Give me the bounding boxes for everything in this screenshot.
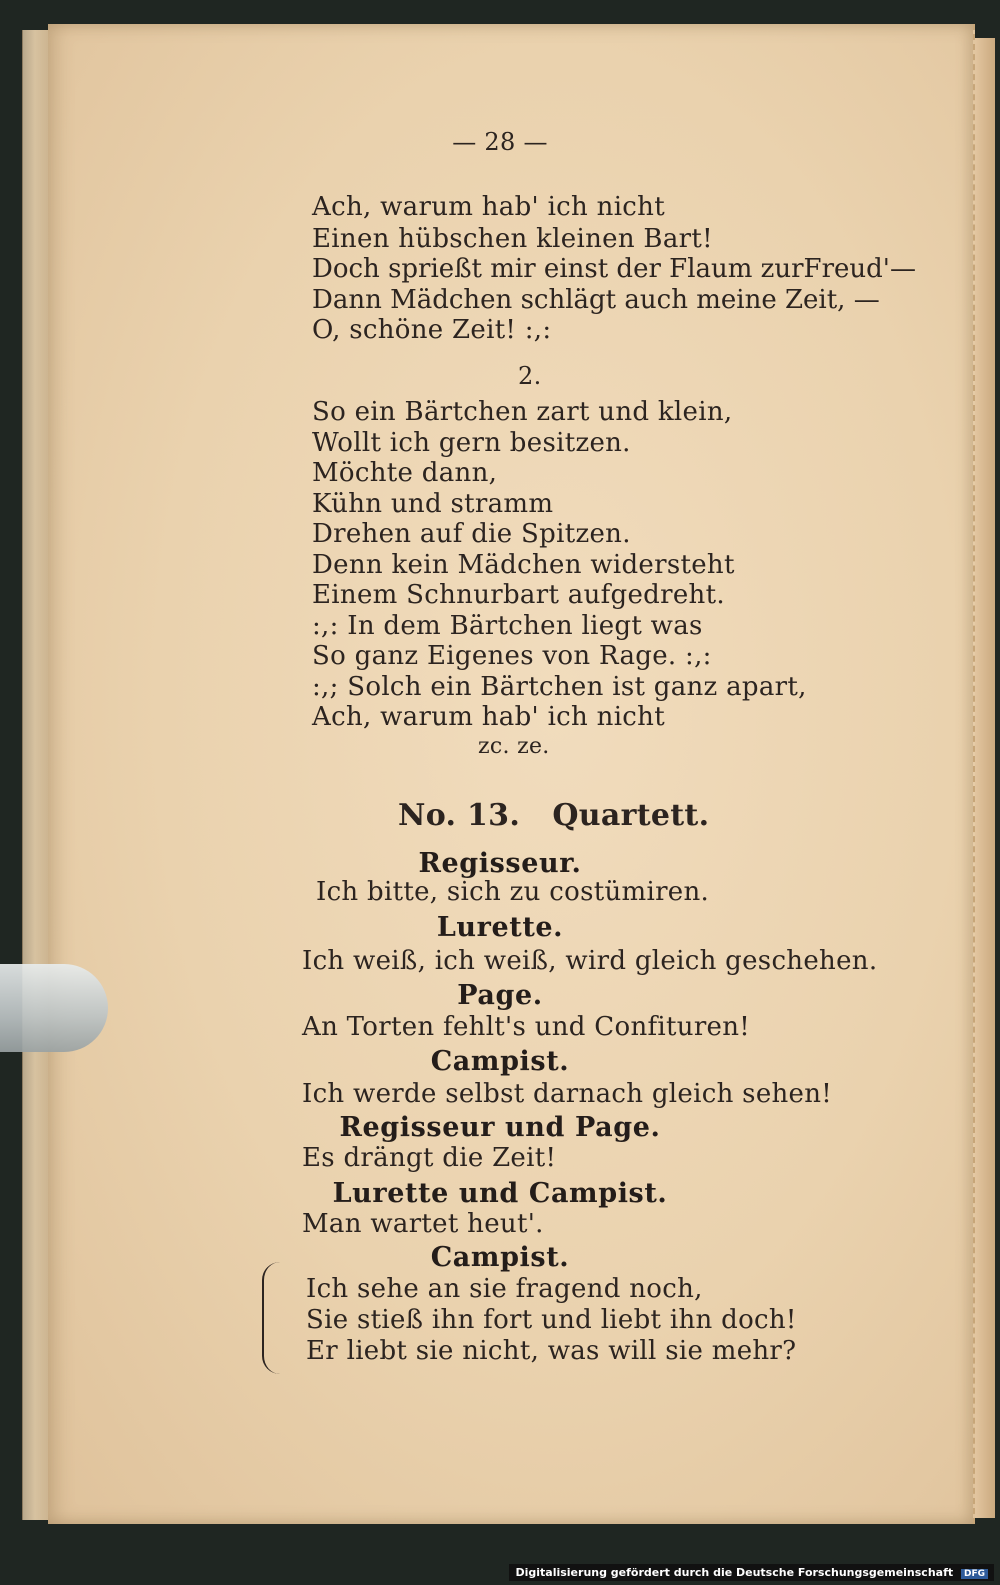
dialogue-line: Sie stieß ihn fort und liebt ihn doch! [306, 1305, 797, 1335]
verse-line: Doch sprießt mir einst der Flaum zurFreud'— [312, 254, 916, 284]
verse-line: Ach, warum hab' ich nicht [312, 192, 665, 222]
stanza-number: 2. [518, 362, 542, 390]
dialogue-line: Ich sehe an sie fragend noch, [306, 1274, 703, 1304]
verse-line: Einem Schnurbart aufgedreht. [312, 580, 725, 610]
verse-line: Wollt ich gern besitzen. [312, 428, 631, 458]
speaker-name: Campist. [430, 1046, 570, 1077]
digitization-credit [509, 1564, 994, 1581]
speaker-name: Regisseur und Page. [339, 1112, 661, 1143]
speaker-name: Page. [457, 980, 543, 1011]
credit-text: Digitalisierung gefördert durch die Deutsche Forschungsgemeinschaft [515, 1566, 954, 1579]
verse-line: So ganz Eigenes von Rage. :,: [312, 641, 712, 671]
section-title: No. 13. Quartett. [398, 798, 710, 833]
page-number: — 28 — [452, 128, 548, 156]
speaker-name: Regisseur. [418, 848, 582, 879]
dialogue-line: An Torten fehlt's und Confituren! [302, 1012, 751, 1042]
verse-line: Einen hübschen kleinen Bart! [312, 224, 713, 254]
dialogue-line: Man wartet heut'. [302, 1209, 544, 1239]
dialogue-line: Ich bitte, sich zu costümiren. [316, 877, 710, 907]
speaker-name: Lurette. [436, 912, 564, 943]
verse-line: Drehen auf die Spitzen. [312, 519, 631, 549]
verse-line: Denn kein Mädchen widersteht [312, 550, 735, 580]
speaker-name: Lurette und Campist. [332, 1178, 668, 1209]
etc-mark: zc. ze. [478, 734, 550, 759]
verse-line: Dann Mädchen schlägt auch meine Zeit, — [312, 285, 880, 315]
verse-line: Möchte dann, [312, 458, 498, 488]
dfg-logo: DFG [961, 1569, 988, 1579]
dialogue-line: Ich weiß, ich weiß, wird gleich geschehen. [302, 946, 878, 976]
verse-line: Ach, warum hab' ich nicht [312, 702, 665, 732]
dialogue-line: Ich werde selbst darnach gleich sehen! [302, 1079, 833, 1109]
book-clip [0, 964, 108, 1052]
dialogue-line: Es drängt die Zeit! [302, 1143, 557, 1173]
verse-line: So ein Bärtchen zart und klein, [312, 397, 733, 427]
dialogue-line: Er liebt sie nicht, was will sie mehr? [306, 1336, 797, 1366]
verse-line: :,: In dem Bärtchen liegt was [312, 611, 703, 641]
speaker-name: Campist. [430, 1242, 570, 1273]
verse-line: Kühn und stramm [312, 489, 554, 519]
verse-line: O, schöne Zeit! :,: [312, 315, 552, 345]
brace-bracket [262, 1262, 284, 1374]
verse-line: :,; Solch ein Bärtchen ist ganz apart, [312, 672, 807, 702]
